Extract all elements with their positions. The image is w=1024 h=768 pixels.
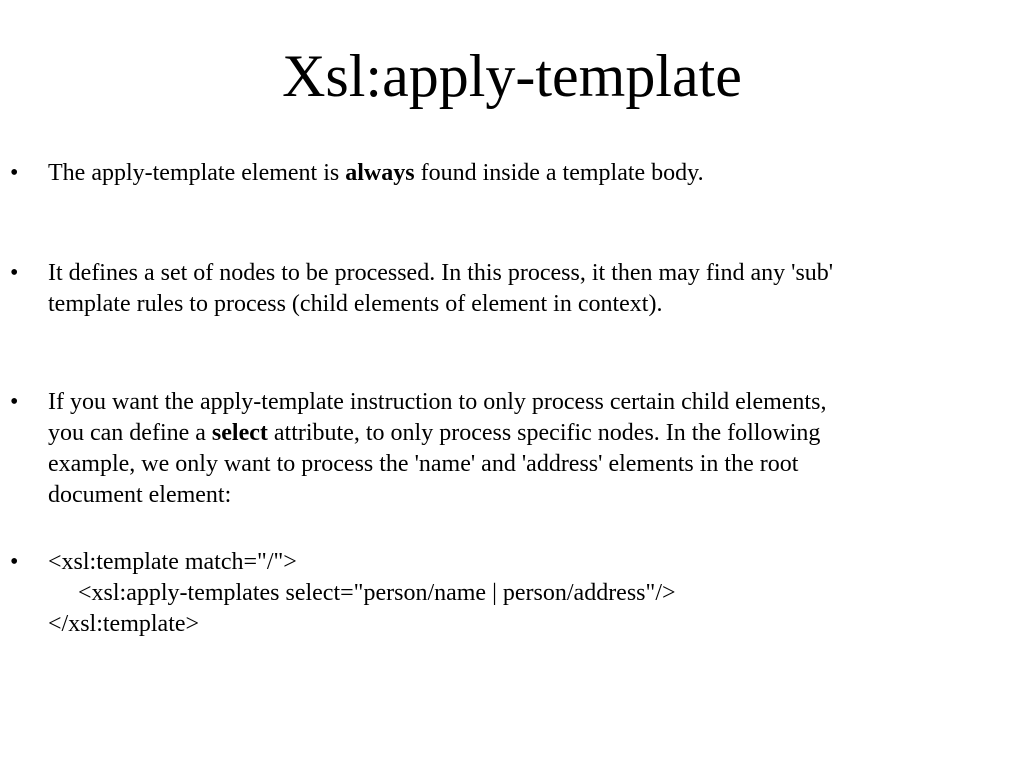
bullet-text [48, 387, 993, 511]
bullet-marker: • [10, 260, 19, 286]
bullet-line: example, we only want to process the 'name' and 'address' elements in the root [48, 451, 799, 477]
slide-title: Xsl:apply-template [282, 43, 742, 109]
text-run: attribute, to only process specific nodes. In the following [267, 420, 821, 446]
bullet-line [48, 418, 993, 449]
bullet-marker: • [10, 160, 19, 186]
text-run: The apply-template element is [48, 160, 346, 186]
text-run: found inside a template body. [414, 160, 704, 186]
bold-text: always [345, 160, 415, 186]
bullet-text [48, 258, 993, 320]
code-line: <xsl:apply-templates select="person/name | person/address"/> [78, 580, 676, 606]
code-line: </xsl:template> [48, 611, 200, 637]
bullet-line: It defines a set of nodes to be processed. In this process, it then may find any 'sub' [48, 260, 834, 286]
bold-text: select [211, 420, 268, 446]
text-run: you can define a [48, 420, 212, 446]
code-example [48, 547, 993, 640]
bullet-line [48, 158, 993, 189]
bullet-marker: • [10, 549, 19, 575]
bullet-line: If you want the apply-template instruction to only process certain child elements, [48, 389, 827, 415]
bullet-text [48, 158, 993, 189]
bullet-line: template rules to process (child elements of element in context). [48, 291, 663, 317]
bullet-marker: • [10, 389, 19, 415]
bullet-line: document element: [48, 482, 232, 508]
code-line: <xsl:template match="/"> [48, 549, 297, 575]
